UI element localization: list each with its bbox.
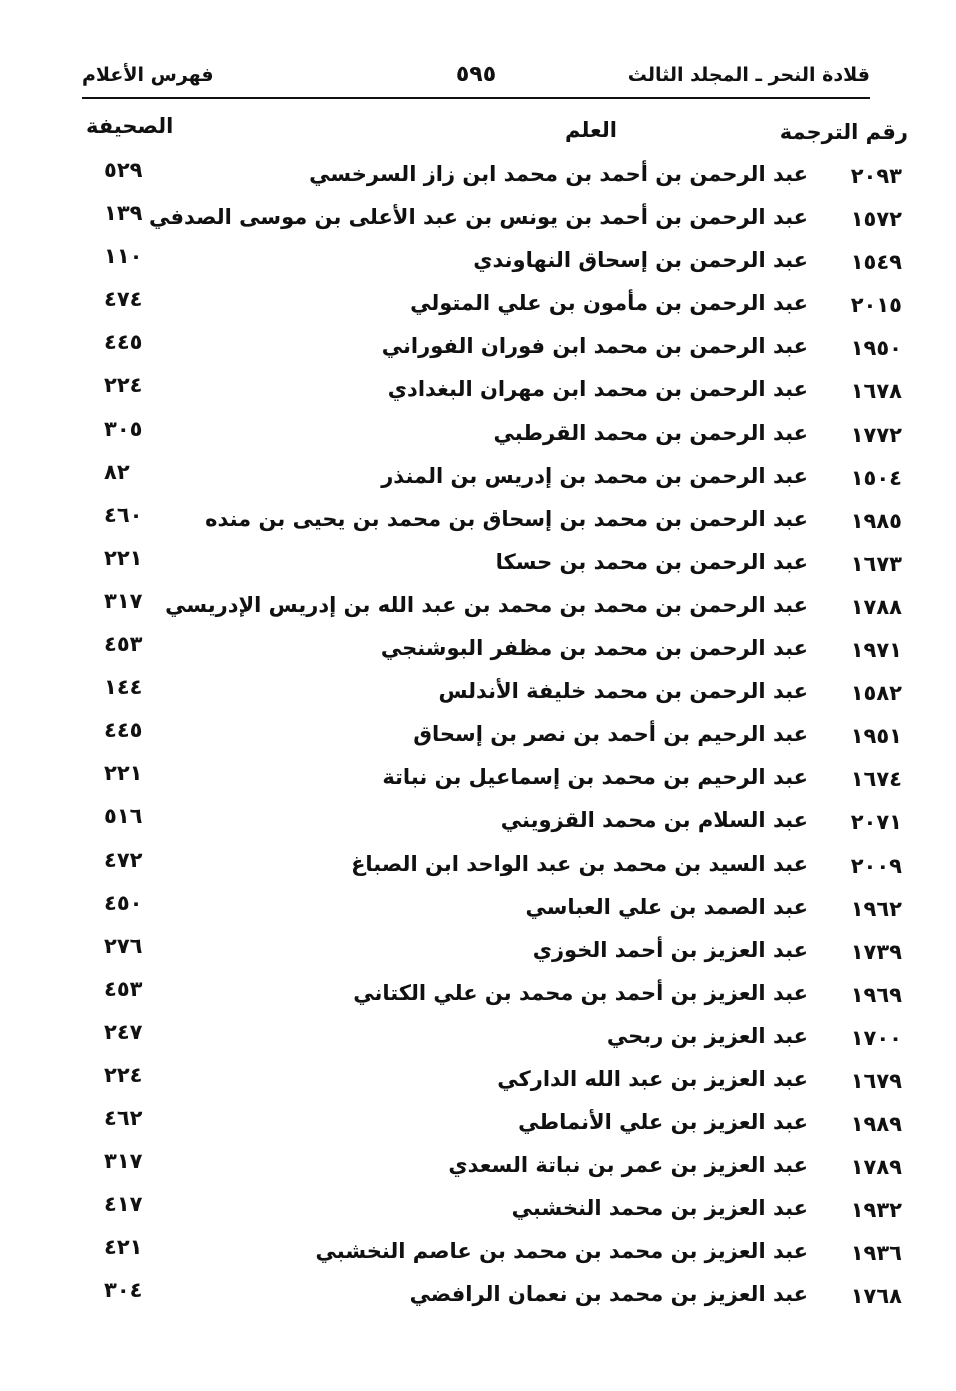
entry-name: عبد العزيز بن ربحي — [606, 1023, 808, 1048]
entry-name: عبد العزيز بن عمر بن نباتة السعدي — [448, 1153, 808, 1178]
entry-name: عبد العزيز بن محمد بن محمد بن عاصم النخشبي — [315, 1239, 808, 1264]
index-entry — [0, 1235, 956, 1278]
entry-page: ٢٢٤ — [104, 1062, 143, 1087]
entry-page: ٢٢١ — [104, 761, 143, 786]
book-title: قلادة النحر ـ المجلد الثالث — [627, 64, 870, 86]
entry-page: ٣٠٤ — [104, 1278, 143, 1303]
entry-name: عبد الرحيم بن أحمد بن نصر بن إسحاق — [413, 722, 808, 747]
entry-page: ٥٢٩ — [104, 158, 143, 182]
entry-name: عبد الرحمن بن محمد بن حسكا — [495, 549, 808, 574]
entry-page: ٤١٧ — [104, 1192, 143, 1217]
entry-page: ٣١٧ — [104, 1149, 143, 1174]
column-heading-page: الصحيفة — [86, 114, 174, 138]
index-entry — [0, 546, 956, 589]
index-entry — [0, 417, 956, 460]
entry-number: ١٧٧٢ — [850, 422, 902, 447]
index-entry — [0, 934, 956, 977]
index-entry — [0, 977, 956, 1020]
entry-name: عبد الرحمن بن مأمون بن علي المتولي — [410, 291, 808, 316]
entry-number: ١٧٠٠ — [850, 1025, 902, 1050]
entry-name: عبد العزيز بن أحمد الخوزي — [532, 937, 808, 962]
entry-number: ١٦٧٩ — [850, 1068, 902, 1093]
column-headings — [0, 112, 956, 152]
entry-name: عبد الرحمن بن محمد بن محمد بن عبد الله بن إدريس الإدريسي — [165, 592, 808, 617]
index-entry — [0, 244, 956, 287]
entry-name: عبد الرحمن بن محمد خليفة الأندلس — [438, 679, 808, 704]
column-heading-number: رقم الترجمة — [779, 120, 908, 144]
header-rule — [82, 97, 870, 99]
index-entry — [0, 848, 956, 891]
entry-number: ١٩٥٠ — [850, 336, 902, 361]
index-entries — [0, 158, 956, 1322]
entry-page: ٤٤٥ — [104, 330, 143, 355]
entry-number: ١٩٧١ — [850, 638, 902, 663]
entry-page: ٤٢١ — [104, 1235, 143, 1260]
entry-number: ١٩٣٢ — [850, 1198, 902, 1223]
entry-name: عبد العزيز بن علي الأنماطي — [518, 1110, 808, 1135]
index-entry — [0, 1149, 956, 1192]
entry-page: ١٣٩ — [104, 201, 143, 226]
index-entry — [0, 804, 956, 847]
running-header — [82, 60, 870, 94]
entry-page: ٢٧٦ — [104, 933, 143, 958]
entry-page: ١٤٤ — [104, 675, 143, 700]
entry-name: عبد العزيز بن أحمد بن محمد بن علي الكتاني — [353, 980, 808, 1005]
index-entry — [0, 287, 956, 330]
entry-number: ١٩٦٩ — [850, 982, 902, 1007]
entry-number: ١٦٧٨ — [850, 379, 902, 404]
entry-page: ٤٥٣ — [104, 632, 143, 657]
entry-name: عبد الرحمن بن محمد ابن فوران الفوراني — [381, 334, 808, 359]
section-title: فهرس الأعلام — [82, 64, 214, 86]
entry-number: ١٧٨٩ — [850, 1155, 902, 1180]
entry-page: ٤٤٥ — [104, 718, 143, 743]
entry-page: ٣٠٥ — [104, 416, 143, 441]
entry-number: ١٥٧٢ — [850, 207, 902, 232]
entry-number: ١٩٣٦ — [850, 1241, 902, 1266]
page-number: ٥٩٥ — [455, 62, 497, 87]
index-entry — [0, 1063, 956, 1106]
index-entry — [0, 1020, 956, 1063]
entry-name: عبد الرحمن بن إسحاق النهاوندي — [473, 248, 808, 273]
index-entry — [0, 330, 956, 373]
index-entry — [0, 158, 956, 201]
entry-page: ٤٥٠ — [104, 890, 143, 915]
entry-name: عبد الرحيم بن محمد بن إسماعيل بن نباتة — [382, 765, 808, 790]
entry-name: عبد الرحمن بن أحمد بن يونس بن عبد الأعلى بن موسى الصدفي — [148, 205, 808, 230]
entry-page: ٣١٧ — [104, 588, 143, 613]
entry-number: ١٥٠٤ — [850, 465, 902, 490]
index-entry — [0, 718, 956, 761]
index-entry — [0, 1192, 956, 1235]
entry-page: ٥١٦ — [104, 804, 143, 829]
entry-number: ١٧٣٩ — [850, 939, 902, 964]
entry-page: ٢٢٤ — [104, 373, 143, 398]
entry-number: ١٩٨٥ — [850, 508, 902, 533]
index-entry — [0, 460, 956, 503]
entry-name: عبد الرحمن بن محمد بن إدريس بن المنذر — [381, 463, 808, 488]
entry-number: ١٩٨٩ — [850, 1112, 902, 1137]
index-entry — [0, 675, 956, 718]
entry-page: ٢٢١ — [104, 545, 143, 570]
entry-name: عبد الرحمن بن محمد بن إسحاق بن محمد بن يحيى بن منده — [205, 506, 808, 531]
index-entry — [0, 201, 956, 244]
entry-number: ١٦٧٤ — [850, 767, 902, 792]
entry-name: عبد الرحمن بن محمد بن مظفر البوشنجي — [380, 636, 808, 661]
entry-page: ٤٧٢ — [104, 847, 143, 872]
entry-number: ١٥٤٩ — [850, 250, 902, 275]
entry-number: ٢٠٠٩ — [850, 853, 902, 878]
entry-number: ١٧٨٨ — [850, 594, 902, 619]
entry-number: ١٩٦٢ — [850, 896, 902, 921]
entry-page: ٨٢ — [104, 459, 130, 484]
index-entry — [0, 503, 956, 546]
entry-page: ١١٠ — [104, 244, 143, 269]
index-entry — [0, 373, 956, 416]
entry-number: ١٩٥١ — [850, 724, 902, 749]
entry-name: عبد السيد بن محمد بن عبد الواحد ابن الصباغ — [351, 851, 808, 876]
index-entry — [0, 891, 956, 934]
index-entry — [0, 632, 956, 675]
entry-name: عبد السلام بن محمد القزويني — [500, 808, 808, 833]
entry-name: عبد الرحمن بن محمد القرطبي — [493, 420, 808, 445]
entry-number: ١٦٧٣ — [850, 551, 902, 576]
index-entry — [0, 761, 956, 804]
entry-name: عبد العزيز بن عبد الله الداركي — [497, 1066, 808, 1091]
entry-number: ٢٠٩٣ — [850, 164, 902, 188]
column-heading-name: العلم — [565, 118, 617, 142]
entry-page: ٤٦٠ — [104, 502, 143, 527]
entry-page: ٤٥٣ — [104, 976, 143, 1001]
entry-page: ٤٧٤ — [104, 287, 143, 312]
index-entry — [0, 589, 956, 632]
entry-number: ٢٠٧١ — [850, 810, 902, 835]
entry-page: ٤٦٢ — [104, 1106, 143, 1131]
entry-number: ١٧٦٨ — [850, 1284, 902, 1309]
entry-number: ٢٠١٥ — [850, 293, 902, 318]
entry-name: عبد الصمد بن علي العباسي — [525, 894, 808, 919]
entry-name: عبد الرحمن بن أحمد بن محمد ابن زاز السرخسي — [309, 162, 808, 186]
entry-page: ٢٤٧ — [104, 1019, 143, 1044]
entry-name: عبد العزيز بن محمد النخشبي — [511, 1196, 808, 1221]
entry-name: عبد الرحمن بن محمد ابن مهران البغدادي — [387, 377, 808, 402]
index-entry — [0, 1106, 956, 1149]
entry-number: ١٥٨٢ — [850, 681, 902, 706]
index-entry — [0, 1278, 956, 1321]
entry-name: عبد العزيز بن محمد بن نعمان الرافضي — [409, 1282, 808, 1307]
